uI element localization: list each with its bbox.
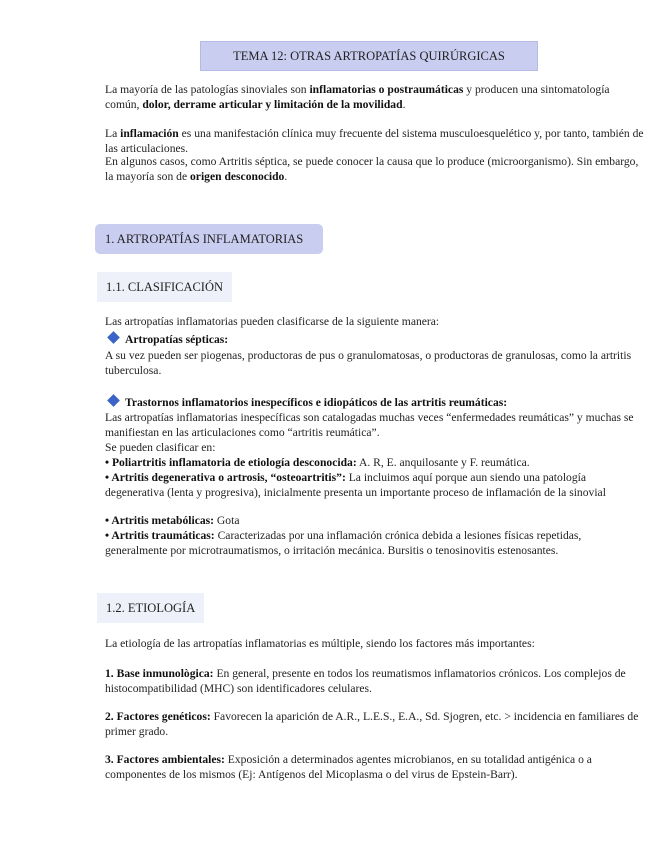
trastornos-heading: Trastornos inflamatorios inespecíficos e idiopáticos de las artritis reumáticas: [106,395,646,410]
diamond-bullet-icon [107,331,120,344]
subsection-heading-etiologia: 1.2. ETIOLOGÍA [97,593,204,623]
factor-item: 2. Factores genéticos: Favorecen la aparición de A.R., L.E.S., E.A., Sd. Sjogren, etc. > incidencia en familiares de primer grado. [105,710,639,738]
intro-paragraph-3: En algunos casos, como Artritis séptica, se puede conocer la causa que lo produce (microorganismo). Sin embargo, la mayoría son de origen desconocido. [105,155,639,183]
septicas-heading: Artropatías sépticas: [106,332,646,347]
trastornos-lead: Se pueden clasificar en: [105,441,216,454]
list-item: • Artritis degenerativa o artrosis, “osteoartritis”: La incluimos aquí porque aun siendo una patología degenerativa (lenta y progresiva), inicialmente presenta un importante proceso de inflamación de la sinovial [105,471,606,499]
section-heading-artropatias: 1. ARTROPATÍAS INFLAMATORIAS [95,224,323,254]
intro-paragraph-2: La inflamación es una manifestación clínica muy frecuente del sistema musculoesquelético y, por tanto, también de las articulaciones. [105,127,644,155]
diamond-bullet-icon [107,394,120,407]
list-item: • Artritis metabólicas: Gota [105,514,240,527]
subsection-heading-clasificacion: 1.1. CLASIFICACIÓN [97,272,232,302]
list-item: • Artritis traumáticas: Caracterizadas por una inflamación crónica debida a lesiones físicas repetidas, generalmente por microtraumatismos, o irritación mecánica. Bursitis o tenosinovitis estenosantes. [105,529,582,557]
intro-paragraph-1: La mayoría de las patologías sinoviales son inflamatorias o postraumáticas y producen una sintomatología común, dolor, derrame articular y limitación de la movilidad. [105,83,610,111]
list-item: • Poliartritis inflamatoria de etiología desconocida: A. R, E. anquilosante y F. reumática. [105,456,530,469]
factor-item: 1. Base inmunològica: En general, presente en todos los reumatismos inflamatorios crónicos. Los complejos de histocompatibilidad (MHC) son identificadores celulares. [105,667,626,695]
factor-item: 3. Factores ambientales: Exposición a determinados agentes microbianos, en su totalidad antigénica o a componentes de los mismos (Ej: Antígenos del Micoplasma o del virus de Epstein-Barr). [105,753,592,781]
septicas-text: A su vez pueden ser piogenas, productoras de pus o granulomatosas, o productoras de granulosas, como la artritis tuberculosa. [105,349,632,377]
etiologia-lead: La etiología de las artropatías inflamatorias es múltiple, siendo los factores más importantes: [105,637,535,650]
clasificacion-lead: Las artropatías inflamatorias pueden clasificarse de la siguiente manera: [105,315,440,328]
trastornos-text: Las artropatías inflamatorias inespecíficas son catalogadas muchas veces “enfermedades reumáticas” y muchas se manifiestan en las articulaciones como “artritis reumática”. [105,411,634,439]
page-title: TEMA 12: OTRAS ARTROPATÍAS QUIRÚRGICAS [200,41,538,71]
